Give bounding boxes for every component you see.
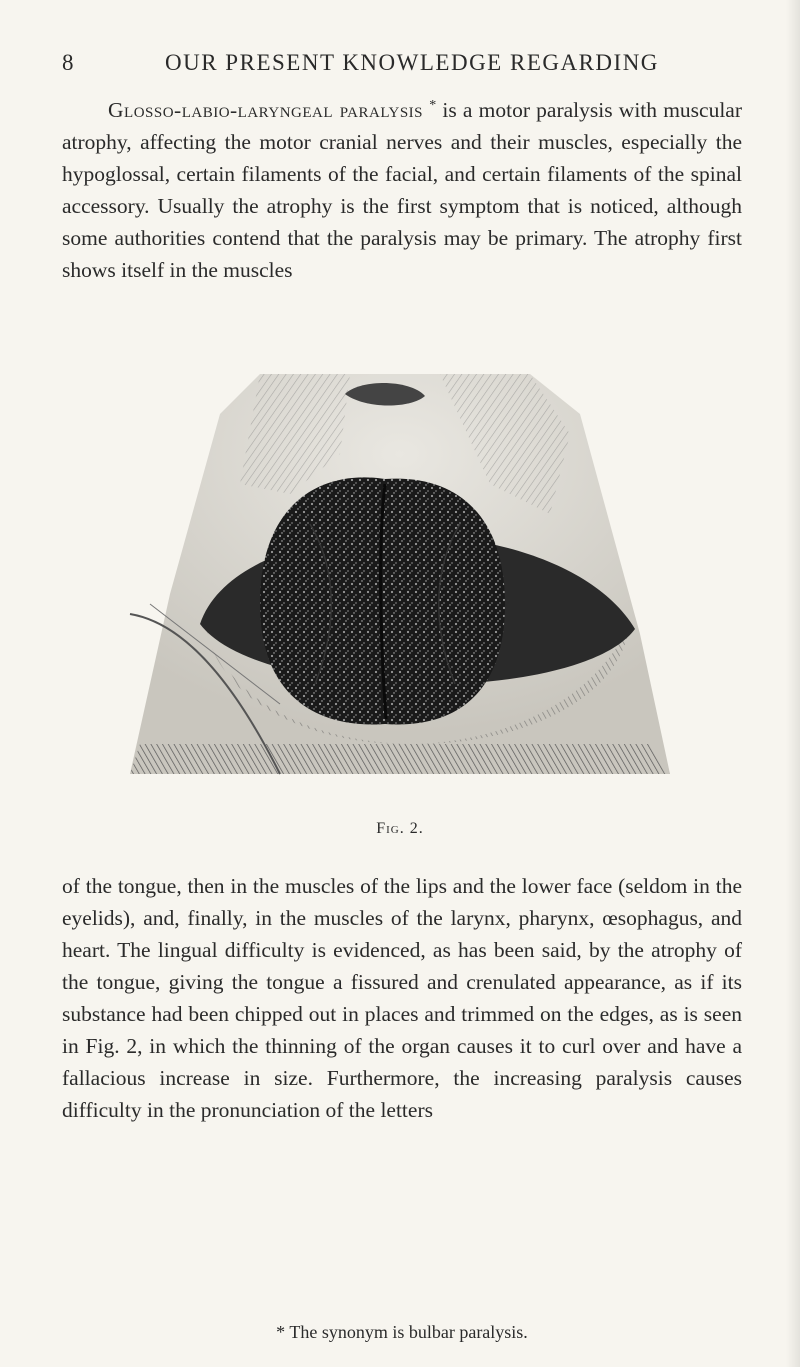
running-title: OUR PRESENT KNOWLEDGE REGARDING bbox=[165, 50, 659, 75]
footnote-marker: * bbox=[429, 98, 437, 113]
paragraph-1 bbox=[62, 90, 742, 286]
figure-tongue-illustration bbox=[110, 374, 670, 794]
paragraph-lead: Glosso-labio-laryngeal paralysis bbox=[108, 98, 424, 123]
paragraph-2: of the tongue, then in the muscles of the lips and the lower face (seldom in the eyelids), and, finally, in the muscles of the larynx, pharynx, œsophagus, and heart. The lingual difficulty is evidenced, as has been said, by the atrophy of the tongue, giving the tongue a fissured and crenulated appearance, as if its substance had been chipped out in places and trimmed on the edges, as is seen in Fig. 2, in which the thinning of the organ causes it to curl over and have a fallacious increase in size. Furthermore, the increasing paralysis causes difficulty in the pronunciation of the letters bbox=[62, 874, 742, 1122]
paragraph-1-text: is a motor paralysis with muscular atrophy, affecting the motor cranial nerves and their muscles, especially the hypoglossal, certain filaments of the facial, and certain filaments of the spinal accessory. Usually the atrophy is the first symptom that is noticed, although some authorities contend that the paralysis may be primary. The atrophy first shows itself in the muscles bbox=[62, 98, 743, 283]
figure-caption: Fig. 2. bbox=[376, 820, 424, 837]
page-edge-shadow bbox=[786, 0, 800, 1367]
footnote: * The synonym is bulbar paralysis. bbox=[276, 1322, 528, 1342]
page-number: 8 bbox=[62, 50, 75, 75]
tongue-illustration bbox=[110, 374, 670, 794]
